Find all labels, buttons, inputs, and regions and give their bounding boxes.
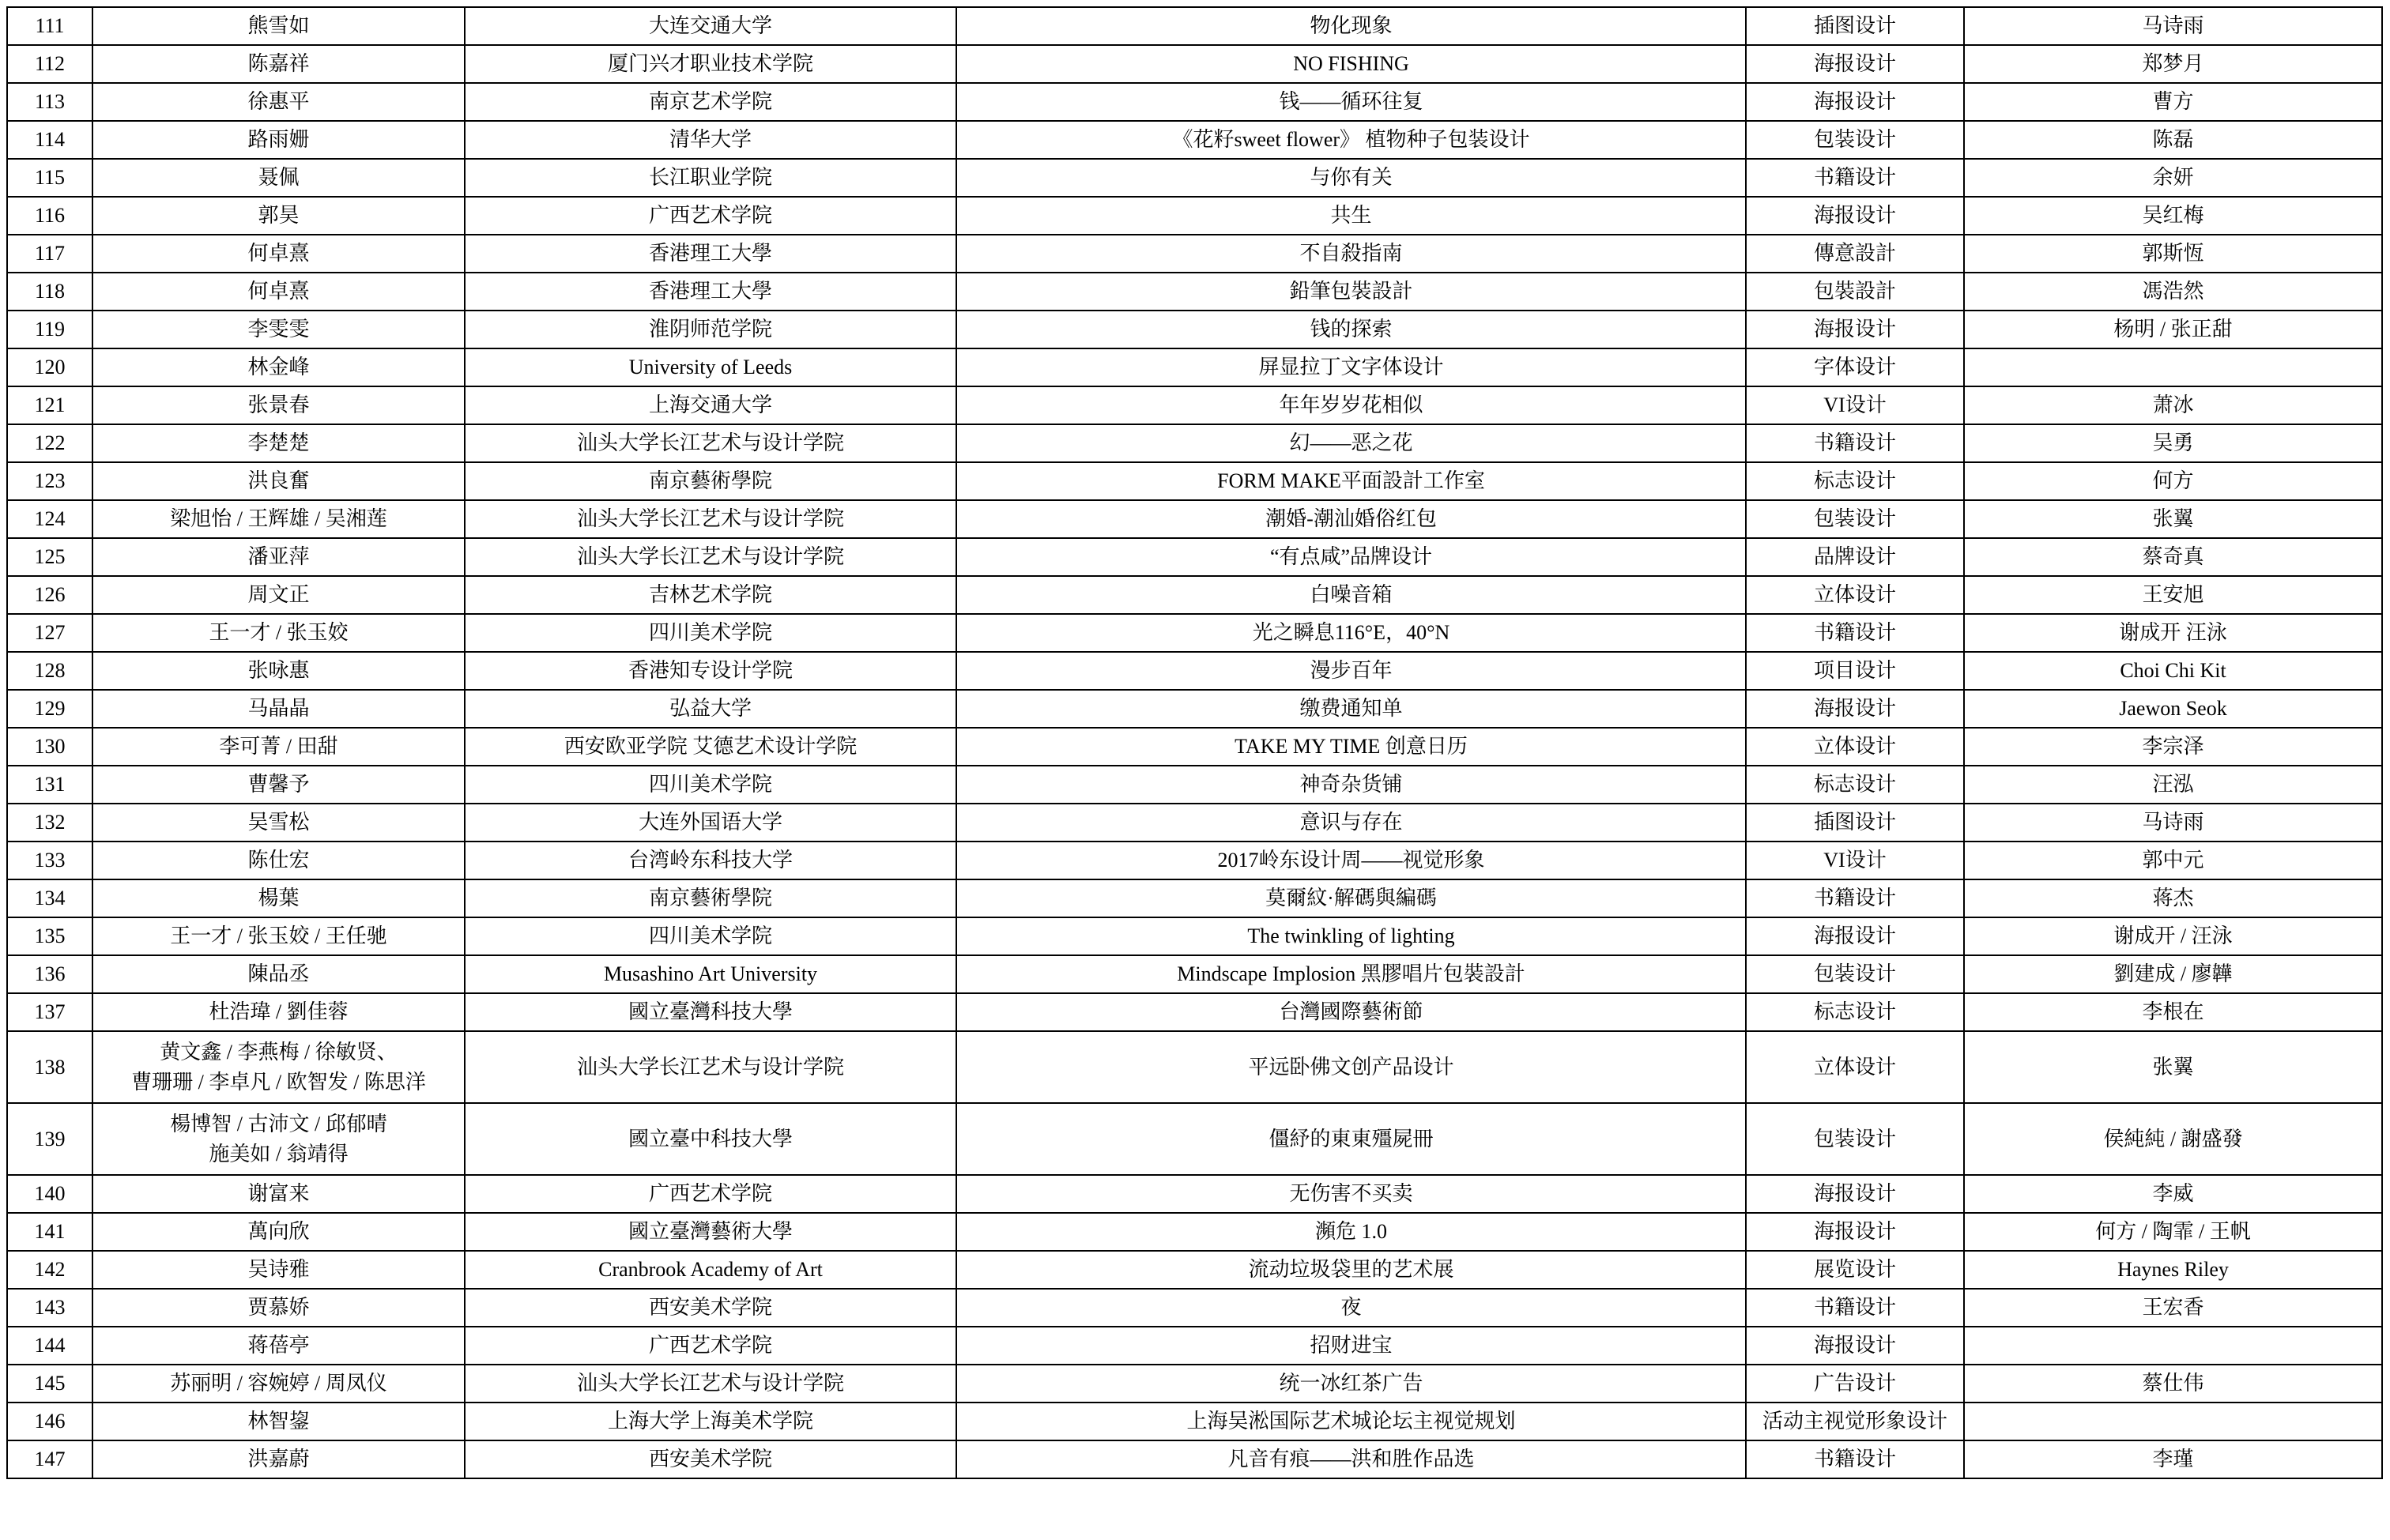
mentor-name-cell: 谢成开 汪泳 bbox=[1964, 614, 2382, 652]
work-title-cell: 钱的探索 bbox=[956, 311, 1746, 348]
school-name-cell: 上海交通大学 bbox=[465, 386, 956, 424]
design-category-cell: 海报设计 bbox=[1746, 690, 1964, 728]
design-category-cell: 字体设计 bbox=[1746, 348, 1964, 386]
school-name-cell: 國立臺灣藝術大學 bbox=[465, 1213, 956, 1251]
school-name-cell: 南京藝術學院 bbox=[465, 462, 956, 500]
entry-number-cell: 115 bbox=[7, 159, 92, 197]
mentor-name-cell: 王安旭 bbox=[1964, 576, 2382, 614]
entry-number-cell: 111 bbox=[7, 7, 92, 45]
mentor-name-cell: 蒋杰 bbox=[1964, 879, 2382, 917]
school-name-cell: 淮阴师范学院 bbox=[465, 311, 956, 348]
entry-number-cell: 119 bbox=[7, 311, 92, 348]
table-row bbox=[7, 993, 2382, 1031]
mentor-name-cell: 蔡奇真 bbox=[1964, 538, 2382, 576]
school-name-cell: 大连交通大学 bbox=[465, 7, 956, 45]
design-category-cell: VI设计 bbox=[1746, 842, 1964, 879]
table-row bbox=[7, 386, 2382, 424]
design-category-cell: 立体设计 bbox=[1746, 728, 1964, 766]
author-name-cell: 郭昊 bbox=[92, 197, 465, 235]
design-category-cell: 海报设计 bbox=[1746, 197, 1964, 235]
entry-number-cell: 147 bbox=[7, 1440, 92, 1478]
entry-number-cell: 143 bbox=[7, 1289, 92, 1327]
table-row bbox=[7, 1213, 2382, 1251]
entry-number-cell: 134 bbox=[7, 879, 92, 917]
design-category-cell: 海报设计 bbox=[1746, 1175, 1964, 1213]
school-name-cell: 弘益大学 bbox=[465, 690, 956, 728]
entry-number-cell: 141 bbox=[7, 1213, 92, 1251]
author-name-cell bbox=[92, 1031, 465, 1103]
table-row bbox=[7, 766, 2382, 804]
mentor-name-cell: 余妍 bbox=[1964, 159, 2382, 197]
entry-number-cell: 131 bbox=[7, 766, 92, 804]
design-category-cell: 书籍设计 bbox=[1746, 424, 1964, 462]
design-category-cell: 海报设计 bbox=[1746, 1327, 1964, 1365]
work-title-cell: 缴费通知单 bbox=[956, 690, 1746, 728]
mentor-name-cell: 马诗雨 bbox=[1964, 804, 2382, 842]
entry-number-cell: 117 bbox=[7, 235, 92, 273]
work-title-cell: 流动垃圾袋里的艺术展 bbox=[956, 1251, 1746, 1289]
mentor-name-cell: 张翼 bbox=[1964, 1031, 2382, 1103]
table-row bbox=[7, 424, 2382, 462]
school-name-cell: 厦门兴才职业技术学院 bbox=[465, 45, 956, 83]
author-name-cell: 张景春 bbox=[92, 386, 465, 424]
work-title-cell: 无伤害不买卖 bbox=[956, 1175, 1746, 1213]
mentor-name-cell: Jaewon Seok bbox=[1964, 690, 2382, 728]
table-row bbox=[7, 462, 2382, 500]
work-title-cell: 漫步百年 bbox=[956, 652, 1746, 690]
work-title-cell: 2017岭东设计周——视觉形象 bbox=[956, 842, 1746, 879]
author-name-cell: 马晶晶 bbox=[92, 690, 465, 728]
table-row bbox=[7, 348, 2382, 386]
mentor-name-cell: 杨明 / 张正甜 bbox=[1964, 311, 2382, 348]
work-title-cell: 与你有关 bbox=[956, 159, 1746, 197]
design-category-cell: 书籍设计 bbox=[1746, 614, 1964, 652]
table-row bbox=[7, 7, 2382, 45]
entry-number-cell: 121 bbox=[7, 386, 92, 424]
entry-number-cell: 130 bbox=[7, 728, 92, 766]
mentor-name-cell: 郑梦月 bbox=[1964, 45, 2382, 83]
author-name-cell: 陳品丞 bbox=[92, 955, 465, 993]
entry-number-cell: 128 bbox=[7, 652, 92, 690]
mentor-name-cell: 郭斯恆 bbox=[1964, 235, 2382, 273]
work-title-cell: FORM MAKE平面設計工作室 bbox=[956, 462, 1746, 500]
design-category-cell: 海报设计 bbox=[1746, 311, 1964, 348]
table-row bbox=[7, 728, 2382, 766]
mentor-name-cell bbox=[1964, 1327, 2382, 1365]
mentor-name-cell: 萧冰 bbox=[1964, 386, 2382, 424]
mentor-name-cell: 张翼 bbox=[1964, 500, 2382, 538]
author-name-cell: 何卓熹 bbox=[92, 235, 465, 273]
author-name-cell: 贾慕娇 bbox=[92, 1289, 465, 1327]
table-row bbox=[7, 83, 2382, 121]
mentor-name-cell: 吴红梅 bbox=[1964, 197, 2382, 235]
school-name-cell: 南京艺术学院 bbox=[465, 83, 956, 121]
mentor-name-cell bbox=[1964, 1403, 2382, 1440]
author-name-cell: 蒋蓓亭 bbox=[92, 1327, 465, 1365]
work-title-cell: The twinkling of lighting bbox=[956, 917, 1746, 955]
mentor-name-cell: 曹方 bbox=[1964, 83, 2382, 121]
author-name-cell: 陈嘉祥 bbox=[92, 45, 465, 83]
school-name-cell: 四川美术学院 bbox=[465, 766, 956, 804]
table-row bbox=[7, 576, 2382, 614]
school-name-cell: 广西艺术学院 bbox=[465, 1327, 956, 1365]
entry-number-cell: 137 bbox=[7, 993, 92, 1031]
work-title-cell: 僵紓的東東殭屍冊 bbox=[956, 1103, 1746, 1175]
work-title-cell: 凡音有痕——洪和胜作品选 bbox=[956, 1440, 1746, 1478]
author-name-line: 施美如 / 翁靖得 bbox=[209, 1142, 349, 1165]
author-name-cell: 梁旭怡 / 王辉雄 / 吴湘莲 bbox=[92, 500, 465, 538]
design-category-cell: 展览设计 bbox=[1746, 1251, 1964, 1289]
author-name-cell: 张咏惠 bbox=[92, 652, 465, 690]
work-title-cell: 瀕危 1.0 bbox=[956, 1213, 1746, 1251]
table-row bbox=[7, 1289, 2382, 1327]
table-row bbox=[7, 614, 2382, 652]
table-row bbox=[7, 842, 2382, 879]
school-name-cell: 吉林艺术学院 bbox=[465, 576, 956, 614]
author-name-cell: 王一才 / 张玉姣 / 王任驰 bbox=[92, 917, 465, 955]
school-name-cell: 汕头大学长江艺术与设计学院 bbox=[465, 1031, 956, 1103]
author-name-cell: 林智鋆 bbox=[92, 1403, 465, 1440]
design-category-cell: 活动主视觉形象设计 bbox=[1746, 1403, 1964, 1440]
table-row bbox=[7, 235, 2382, 273]
mentor-name-cell: Haynes Riley bbox=[1964, 1251, 2382, 1289]
work-title-cell: TAKE MY TIME 创意日历 bbox=[956, 728, 1746, 766]
work-title-cell: 物化现象 bbox=[956, 7, 1746, 45]
mentor-name-cell: 侯純純 / 謝盛發 bbox=[1964, 1103, 2382, 1175]
design-category-cell: 书籍设计 bbox=[1746, 1289, 1964, 1327]
entry-number-cell: 113 bbox=[7, 83, 92, 121]
table-row bbox=[7, 917, 2382, 955]
author-name-cell: 楊葉 bbox=[92, 879, 465, 917]
author-name-line: 楊博智 / 古沛文 / 邱郁晴 bbox=[170, 1112, 387, 1135]
school-name-cell: 汕头大学长江艺术与设计学院 bbox=[465, 500, 956, 538]
mentor-name-cell: 何方 bbox=[1964, 462, 2382, 500]
author-name-cell: 吴雪松 bbox=[92, 804, 465, 842]
design-category-cell: 包装设计 bbox=[1746, 1103, 1964, 1175]
entry-number-cell: 116 bbox=[7, 197, 92, 235]
school-name-cell: 长江职业学院 bbox=[465, 159, 956, 197]
design-category-cell: 包裝設計 bbox=[1746, 273, 1964, 311]
work-title-cell: 神奇杂货铺 bbox=[956, 766, 1746, 804]
mentor-name-cell: 陈磊 bbox=[1964, 121, 2382, 159]
author-name-cell: 萬向欣 bbox=[92, 1213, 465, 1251]
design-category-cell: 标志设计 bbox=[1746, 766, 1964, 804]
work-title-cell: 平远卧佛文创产品设计 bbox=[956, 1031, 1746, 1103]
mentor-name-cell: 何方 / 陶霏 / 王帆 bbox=[1964, 1213, 2382, 1251]
design-category-cell: 标志设计 bbox=[1746, 993, 1964, 1031]
author-name-cell: 洪良奮 bbox=[92, 462, 465, 500]
design-category-cell: 品牌设计 bbox=[1746, 538, 1964, 576]
entry-number-cell: 127 bbox=[7, 614, 92, 652]
work-title-cell: 幻——恶之花 bbox=[956, 424, 1746, 462]
design-category-cell: 书籍设计 bbox=[1746, 159, 1964, 197]
entry-number-cell: 125 bbox=[7, 538, 92, 576]
author-name-cell: 李楚楚 bbox=[92, 424, 465, 462]
entry-number-cell: 135 bbox=[7, 917, 92, 955]
author-name-cell: 李可菁 / 田甜 bbox=[92, 728, 465, 766]
school-name-cell: 汕头大学长江艺术与设计学院 bbox=[465, 1365, 956, 1403]
entry-number-cell: 146 bbox=[7, 1403, 92, 1440]
school-name-cell: 汕头大学长江艺术与设计学院 bbox=[465, 424, 956, 462]
school-name-cell: Musashino Art University bbox=[465, 955, 956, 993]
entry-number-cell: 120 bbox=[7, 348, 92, 386]
mentor-name-cell: 蔡仕伟 bbox=[1964, 1365, 2382, 1403]
mentor-name-cell: 李威 bbox=[1964, 1175, 2382, 1213]
school-name-cell: 四川美术学院 bbox=[465, 614, 956, 652]
mentor-name-cell: 吴勇 bbox=[1964, 424, 2382, 462]
work-title-cell: NO FISHING bbox=[956, 45, 1746, 83]
author-name-line: 黄文鑫 / 李燕梅 / 徐敏贤、 bbox=[160, 1040, 398, 1064]
school-name-cell: Cranbrook Academy of Art bbox=[465, 1251, 956, 1289]
school-name-cell: 西安美术学院 bbox=[465, 1440, 956, 1478]
school-name-cell: University of Leeds bbox=[465, 348, 956, 386]
design-category-cell: 插图设计 bbox=[1746, 7, 1964, 45]
table-row bbox=[7, 955, 2382, 993]
entry-number-cell: 144 bbox=[7, 1327, 92, 1365]
work-title-cell: “有点咸”品牌设计 bbox=[956, 538, 1746, 576]
entries-table-body bbox=[7, 7, 2382, 1478]
design-category-cell: VI设计 bbox=[1746, 386, 1964, 424]
author-name-cell: 聂佩 bbox=[92, 159, 465, 197]
author-name-cell: 洪嘉蔚 bbox=[92, 1440, 465, 1478]
entry-number-cell: 124 bbox=[7, 500, 92, 538]
school-name-cell: 大连外国语大学 bbox=[465, 804, 956, 842]
table-row bbox=[7, 1403, 2382, 1440]
author-name-cell: 林金峰 bbox=[92, 348, 465, 386]
table-row bbox=[7, 1327, 2382, 1365]
table-row bbox=[7, 1365, 2382, 1403]
entry-number-cell: 126 bbox=[7, 576, 92, 614]
mentor-name-cell: 李宗泽 bbox=[1964, 728, 2382, 766]
work-title-cell: 《花籽sweet flower》 植物种子包装设计 bbox=[956, 121, 1746, 159]
school-name-cell: 香港理工大學 bbox=[465, 235, 956, 273]
entry-number-cell: 140 bbox=[7, 1175, 92, 1213]
table-row bbox=[7, 273, 2382, 311]
table-row bbox=[7, 311, 2382, 348]
work-title-cell: 鉛筆包裝設計 bbox=[956, 273, 1746, 311]
author-name-cell: 苏丽明 / 容婉婷 / 周凤仪 bbox=[92, 1365, 465, 1403]
work-title-cell: 莫爾紋·解碼與編碼 bbox=[956, 879, 1746, 917]
author-name-line: 曹珊珊 / 李卓凡 / 欧智发 / 陈思洋 bbox=[131, 1070, 426, 1094]
entry-number-cell: 138 bbox=[7, 1031, 92, 1103]
mentor-name-cell: 劉建成 / 廖韡 bbox=[1964, 955, 2382, 993]
table-row bbox=[7, 804, 2382, 842]
author-name-cell: 路雨姗 bbox=[92, 121, 465, 159]
work-title-cell: 不自殺指南 bbox=[956, 235, 1746, 273]
author-name-cell: 周文正 bbox=[92, 576, 465, 614]
design-category-cell: 立体设计 bbox=[1746, 1031, 1964, 1103]
table-row bbox=[7, 121, 2382, 159]
mentor-name-cell: 谢成开 / 汪泳 bbox=[1964, 917, 2382, 955]
school-name-cell: 香港知专设计学院 bbox=[465, 652, 956, 690]
entry-number-cell: 139 bbox=[7, 1103, 92, 1175]
school-name-cell: 广西艺术学院 bbox=[465, 197, 956, 235]
entry-number-cell: 133 bbox=[7, 842, 92, 879]
design-category-cell: 海报设计 bbox=[1746, 1213, 1964, 1251]
mentor-name-cell bbox=[1964, 348, 2382, 386]
author-name-cell: 杜浩瑋 / 劉佳蓉 bbox=[92, 993, 465, 1031]
work-title-cell: 意识与存在 bbox=[956, 804, 1746, 842]
design-category-cell: 傳意設計 bbox=[1746, 235, 1964, 273]
mentor-name-cell: 馮浩然 bbox=[1964, 273, 2382, 311]
work-title-cell: 年年岁岁花相似 bbox=[956, 386, 1746, 424]
design-category-cell: 海报设计 bbox=[1746, 45, 1964, 83]
author-name-cell: 陈仕宏 bbox=[92, 842, 465, 879]
table-row bbox=[7, 538, 2382, 576]
work-title-cell: 白噪音箱 bbox=[956, 576, 1746, 614]
author-name-cell: 王一才 / 张玉姣 bbox=[92, 614, 465, 652]
school-name-cell: 香港理工大學 bbox=[465, 273, 956, 311]
work-title-cell: 屏显拉丁文字体设计 bbox=[956, 348, 1746, 386]
design-category-cell: 广告设计 bbox=[1746, 1365, 1964, 1403]
entry-number-cell: 122 bbox=[7, 424, 92, 462]
entry-number-cell: 136 bbox=[7, 955, 92, 993]
table-row bbox=[7, 1251, 2382, 1289]
design-category-cell: 包装设计 bbox=[1746, 500, 1964, 538]
author-name-cell: 熊雪如 bbox=[92, 7, 465, 45]
author-name-cell: 吴诗雅 bbox=[92, 1251, 465, 1289]
mentor-name-cell: Choi Chi Kit bbox=[1964, 652, 2382, 690]
school-name-cell: 四川美术学院 bbox=[465, 917, 956, 955]
table-row bbox=[7, 879, 2382, 917]
table-row bbox=[7, 500, 2382, 538]
school-name-cell: 西安欧亚学院 艾德艺术设计学院 bbox=[465, 728, 956, 766]
author-name-cell: 李雯雯 bbox=[92, 311, 465, 348]
table-row bbox=[7, 690, 2382, 728]
work-title-cell: 光之瞬息116°E，40°N bbox=[956, 614, 1746, 652]
author-name-cell: 曹馨予 bbox=[92, 766, 465, 804]
author-name-cell: 谢富来 bbox=[92, 1175, 465, 1213]
work-title-cell: 上海吴淞国际艺术城论坛主视觉规划 bbox=[956, 1403, 1746, 1440]
design-category-cell: 海报设计 bbox=[1746, 83, 1964, 121]
author-name-cell bbox=[92, 1103, 465, 1175]
entry-number-cell: 145 bbox=[7, 1365, 92, 1403]
school-name-cell: 南京藝術學院 bbox=[465, 879, 956, 917]
table-row bbox=[7, 45, 2382, 83]
work-title-cell: 钱——循环往复 bbox=[956, 83, 1746, 121]
entry-number-cell: 118 bbox=[7, 273, 92, 311]
work-title-cell: 台灣國際藝術節 bbox=[956, 993, 1746, 1031]
school-name-cell: 上海大学上海美术学院 bbox=[465, 1403, 956, 1440]
table-row bbox=[7, 1031, 2382, 1103]
school-name-cell: 清华大学 bbox=[465, 121, 956, 159]
table-row bbox=[7, 652, 2382, 690]
entry-number-cell: 112 bbox=[7, 45, 92, 83]
work-title-cell: Mindscape Implosion 黑膠唱片包裝設計 bbox=[956, 955, 1746, 993]
entry-number-cell: 142 bbox=[7, 1251, 92, 1289]
school-name-cell: 汕头大学长江艺术与设计学院 bbox=[465, 538, 956, 576]
design-category-cell: 书籍设计 bbox=[1746, 879, 1964, 917]
design-category-cell: 立体设计 bbox=[1746, 576, 1964, 614]
work-title-cell: 夜 bbox=[956, 1289, 1746, 1327]
design-category-cell: 项目设计 bbox=[1746, 652, 1964, 690]
work-title-cell: 统一冰红茶广告 bbox=[956, 1365, 1746, 1403]
work-title-cell: 潮婚-潮汕婚俗红包 bbox=[956, 500, 1746, 538]
design-category-cell: 包装设计 bbox=[1746, 955, 1964, 993]
entry-number-cell: 123 bbox=[7, 462, 92, 500]
table-row bbox=[7, 159, 2382, 197]
author-name-cell: 潘亚萍 bbox=[92, 538, 465, 576]
school-name-cell: 台湾岭东科技大学 bbox=[465, 842, 956, 879]
mentor-name-cell: 郭中元 bbox=[1964, 842, 2382, 879]
design-category-cell: 书籍设计 bbox=[1746, 1440, 1964, 1478]
mentor-name-cell: 李根在 bbox=[1964, 993, 2382, 1031]
design-category-cell: 海报设计 bbox=[1746, 917, 1964, 955]
school-name-cell: 广西艺术学院 bbox=[465, 1175, 956, 1213]
mentor-name-cell: 王宏香 bbox=[1964, 1289, 2382, 1327]
author-name-cell: 徐惠平 bbox=[92, 83, 465, 121]
entry-number-cell: 129 bbox=[7, 690, 92, 728]
design-category-cell: 插图设计 bbox=[1746, 804, 1964, 842]
mentor-name-cell: 汪泓 bbox=[1964, 766, 2382, 804]
entry-number-cell: 132 bbox=[7, 804, 92, 842]
work-title-cell: 共生 bbox=[956, 197, 1746, 235]
table-row bbox=[7, 1175, 2382, 1213]
design-category-cell: 标志设计 bbox=[1746, 462, 1964, 500]
mentor-name-cell: 李瑾 bbox=[1964, 1440, 2382, 1478]
entry-number-cell: 114 bbox=[7, 121, 92, 159]
design-category-cell: 包装设计 bbox=[1746, 121, 1964, 159]
work-title-cell: 招财进宝 bbox=[956, 1327, 1746, 1365]
author-name-cell: 何卓熹 bbox=[92, 273, 465, 311]
table-row bbox=[7, 1440, 2382, 1478]
school-name-cell: 國立臺灣科技大學 bbox=[465, 993, 956, 1031]
table-row bbox=[7, 197, 2382, 235]
school-name-cell: 國立臺中科技大學 bbox=[465, 1103, 956, 1175]
table-row bbox=[7, 1103, 2382, 1175]
school-name-cell: 西安美术学院 bbox=[465, 1289, 956, 1327]
entries-table bbox=[6, 6, 2383, 1479]
mentor-name-cell: 马诗雨 bbox=[1964, 7, 2382, 45]
